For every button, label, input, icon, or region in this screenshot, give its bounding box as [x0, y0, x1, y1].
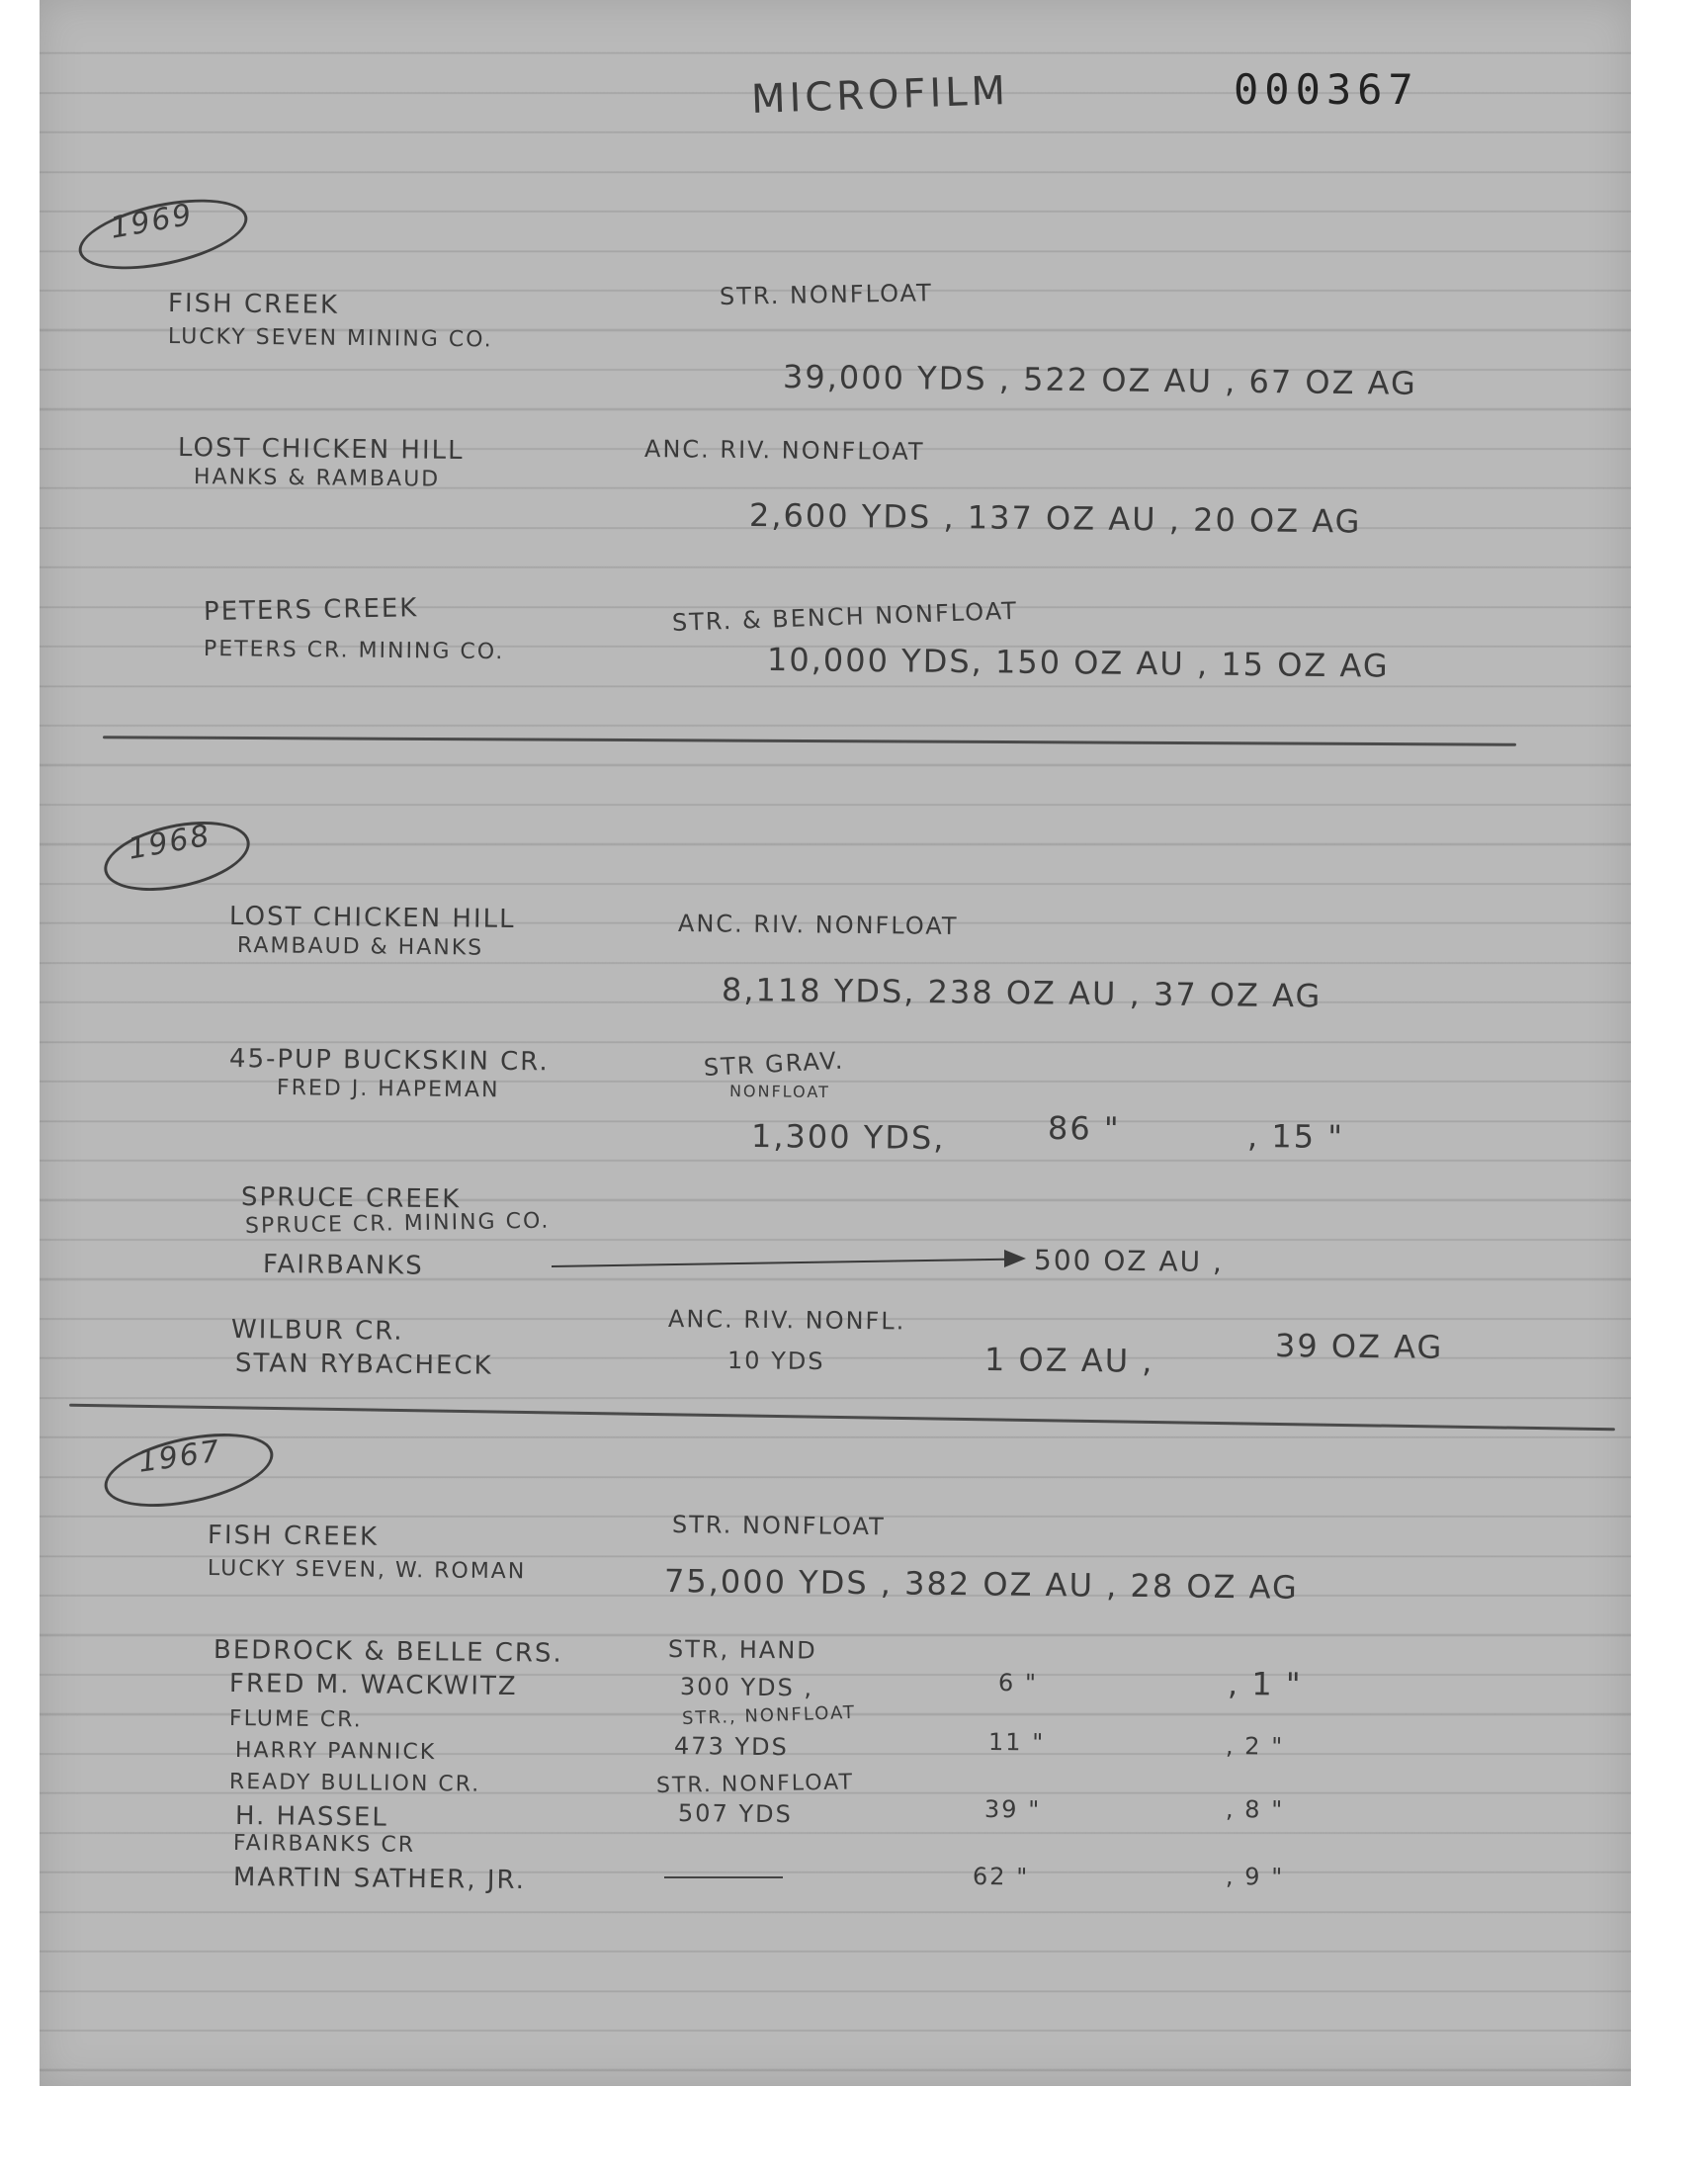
entry-ag: , 15 "	[1246, 1117, 1345, 1157]
entry-au: 11 "	[987, 1728, 1046, 1757]
entry-method: STR. NONFLOAT	[671, 1511, 886, 1541]
entry-method-note: NONFLOAT	[728, 1082, 830, 1102]
entry-production: 2,600 YDS , 137 OZ AU , 20 OZ AG	[748, 496, 1362, 541]
entry-operator: HANKS & RAMBAUD	[193, 465, 441, 492]
entry-operator: PETERS CR. MINING CO.	[203, 637, 505, 665]
entry-operator: MARTIN SATHER, JR.	[232, 1863, 527, 1896]
entry-au: 39 "	[983, 1795, 1042, 1824]
entry-operator: H. HASSEL	[234, 1801, 389, 1833]
entry-location: FLUME CR.	[228, 1706, 363, 1733]
entry-location: BEDROCK & BELLE CRS.	[213, 1635, 563, 1669]
entry-operator: LUCKY SEVEN, W. ROMAN	[207, 1556, 527, 1585]
entry-ag: , 1 "	[1227, 1665, 1303, 1703]
entry-yds: 507 YDS	[677, 1799, 793, 1829]
entry-operator: FRED J. HAPEMAN	[276, 1076, 500, 1103]
entry-method: STR. & BENCH NONFLOAT	[671, 596, 1019, 637]
entry-operator: FRED M. WACKWITZ	[228, 1669, 518, 1702]
entry-production: 8,118 YDS, 238 OZ AU , 37 OZ AG	[721, 971, 1323, 1015]
entry-yds: 473 YDS	[673, 1732, 789, 1762]
entry-place: FAIRBANKS	[262, 1250, 424, 1281]
entry-location: SPRUCE CREEK	[240, 1182, 462, 1215]
entry-production: 10,000 YDS, 150 OZ AU , 15 OZ AG	[766, 641, 1390, 685]
year-label-1968: 1968	[125, 818, 214, 867]
entry-operator: RAMBAUD & HANKS	[236, 933, 484, 961]
entry-au: 62 "	[972, 1863, 1030, 1891]
entry-method: STR, HAND	[667, 1635, 817, 1665]
entry-yds: 300 YDS ,	[679, 1673, 814, 1702]
entry-location: 45-PUP BUCKSKIN CR.	[228, 1044, 550, 1078]
entry-operator: HARRY PANNICK	[234, 1738, 437, 1766]
entry-au: 6 "	[997, 1669, 1039, 1697]
entry-method: ANC. RIV. NONFLOAT	[643, 435, 925, 466]
entry-production: 75,000 YDS , 382 OZ AU , 28 OZ AG	[663, 1562, 1299, 1607]
entry-location: WILBUR CR.	[230, 1315, 404, 1347]
entry-method: STR. NONFLOAT	[719, 279, 933, 310]
arrow-head-icon	[1004, 1250, 1026, 1267]
entry-ag: 39 OZ AG	[1274, 1327, 1444, 1366]
entry-location: LOST CHICKEN HILL	[228, 902, 516, 935]
entry-method: ANC. RIV. NONFLOAT	[677, 910, 959, 940]
entry-method: STR., NONFLOAT	[681, 1701, 857, 1729]
entry-method: STR GRAV.	[703, 1046, 845, 1082]
entry-au: 1 OZ AU ,	[983, 1341, 1154, 1380]
entry-au: 86 "	[1047, 1109, 1121, 1148]
entry-ag: , 8 "	[1225, 1795, 1285, 1824]
page-title: MICROFILM	[750, 67, 1010, 123]
entry-operator: STAN RYBACHECK	[234, 1348, 493, 1381]
entry-location: FAIRBANKS CR	[232, 1831, 416, 1858]
entry-yds: 1,300 YDS,	[750, 1117, 946, 1158]
no-yardage-dash	[664, 1876, 783, 1878]
entry-ag: , 9 "	[1225, 1863, 1285, 1891]
entry-method: STR. NONFLOAT	[655, 1770, 855, 1798]
year-label-1967: 1967	[135, 1434, 223, 1480]
entry-ag: , 2 "	[1225, 1732, 1285, 1761]
entry-location: FISH CREEK	[167, 289, 340, 320]
entry-location: FISH CREEK	[207, 1521, 380, 1552]
entry-production: 39,000 YDS , 522 OZ AU , 67 OZ AG	[782, 358, 1417, 402]
year-label-1969: 1969	[107, 197, 197, 246]
entry-operator: SPRUCE CR. MINING CO.	[244, 1208, 551, 1239]
entry-location: READY BULLION CR.	[228, 1770, 481, 1797]
entry-yds: 10 YDS	[726, 1347, 825, 1376]
entry-method: ANC. RIV. NONFL.	[667, 1305, 906, 1336]
entry-production: 500 OZ AU ,	[1033, 1244, 1225, 1279]
entry-location: PETERS CREEK	[203, 593, 419, 627]
entry-location: LOST CHICKEN HILL	[177, 433, 465, 467]
entry-operator: LUCKY SEVEN MINING CO.	[167, 324, 493, 353]
document-number: 000367	[1234, 65, 1419, 114]
